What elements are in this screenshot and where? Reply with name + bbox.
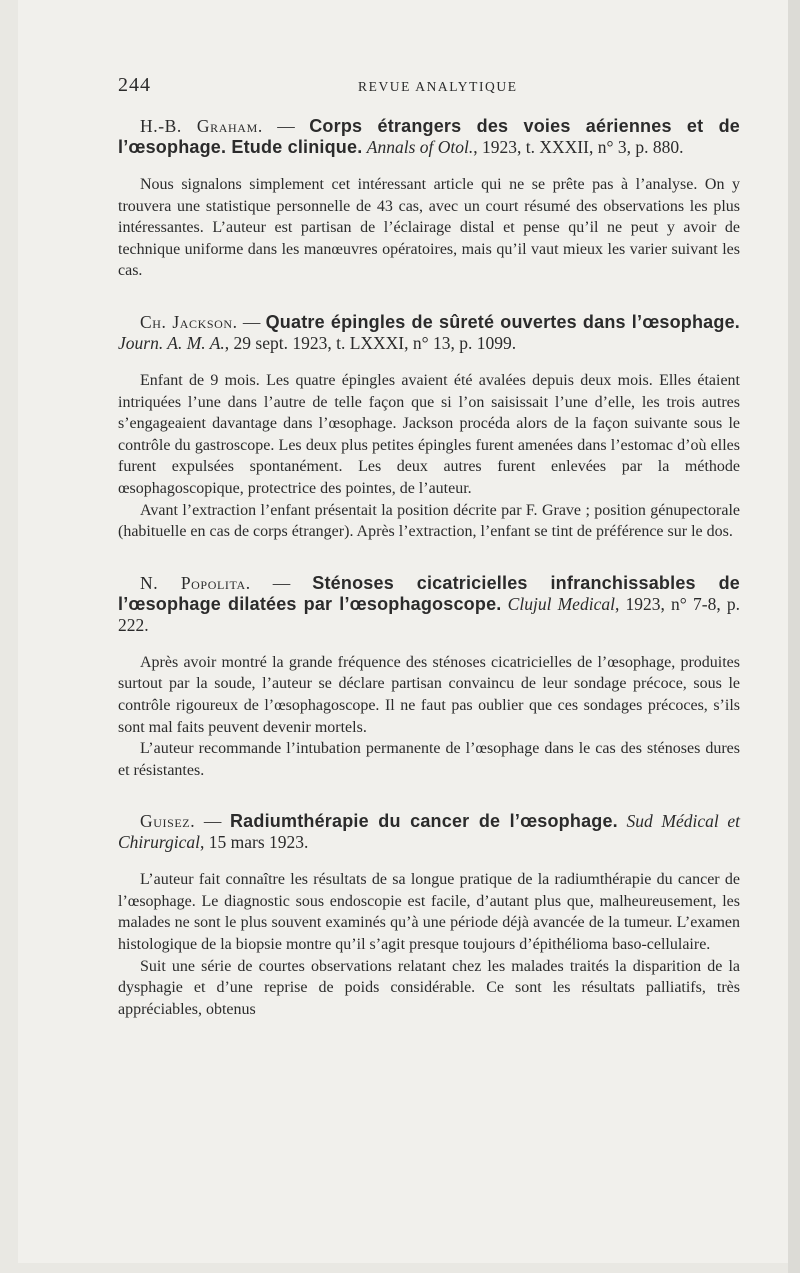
article-citation: , 29 sept. 1923, t. LXXXI, n° 13, p. 1099. (224, 332, 517, 353)
article-paragraph: L’auteur fait connaître les résultats de sa longue pratique de la radiumthérapie du cancer de l’œsophage. Le diagnostic sous endoscopie est facile, d’autant plus que, malheureusement, les malades ne sont le plus souvent examinés qu’à une période déjà avancée de la tumeur. L’examen histologique de la biopsie montre qu’il s’agit presque toujours d’épithélioma baso-cellulaire. (118, 871, 740, 954)
article-author: N. Popolita. (140, 572, 251, 593)
article-citation: , 1923, t. XXXII, n° 3, p. 880. (473, 137, 684, 157)
heading-dash: — (262, 116, 310, 136)
article-citation: , 15 mars 1923. (200, 832, 309, 853)
article-author: Guisez. (140, 811, 196, 832)
article-heading (118, 811, 740, 853)
article-title: Radiumthérapie du cancer de l’œsophage. (229, 811, 618, 832)
article-paragraph: L’auteur recommande l’intubation permanente de l’œsophage dans le cas des sténoses dures et résistantes. (118, 740, 740, 779)
article-journal: Annals of Otol. (366, 137, 474, 157)
article-paragraph: Nous signalons simplement cet intéressant article qui ne se prête pas à l’analyse. On y trouvera une statistique personnelle de 43 cas, avec un court résumé des observations les plus intéressantes. L’auteur est partisan de l’éclairage distal et pense qu’il ne peut y avoir de technique uniforme dans les manœuvres opératoires, mais qu’il vaut mieux les varier suivant les cas. (118, 176, 740, 280)
article-title: Corps étrangers des voies aériennes et de l’œsophage. Etude clinique. (118, 116, 741, 157)
article-paragraph: Suit une série de courtes observations relatant chez les malades traités la disparition de la dysphagie et d’une reprise de poids considérable. Ce sont les résultats palliatifs, très appréciables, obtenus (118, 957, 740, 1018)
article-heading (118, 573, 740, 636)
page-edge (788, 0, 800, 1273)
article-list (118, 116, 740, 1050)
article-citation: , 1923, n° 7-8, p. 222. (118, 593, 740, 635)
article-author: H.-B. Graham. (140, 116, 263, 136)
page-number: 244 (118, 74, 151, 96)
article-title: Quatre épingles de sûreté ouvertes dans l’œsophage. (265, 311, 740, 332)
article-paragraph: Enfant de 9 mois. Les quatre épingles avaient été avalées depuis deux mois. Elles étaient intriquées l’une dans l’autre de telle façon que si l’on saisissait l’une d’elle, les trois autres s’engageaient davantage dans l’œsophage. Jackson procéda alors de la façon suivante sous le contrôle du gastroscope. Les deux plus petites épingles furent amenées dans l’estomac d’où elles furent expulsées spontanément. Les deux autres furent enlevées par la méthode œsophagoscopique, protectrice des pointes, de l’auteur. (118, 371, 740, 497)
article-paragraph: Après avoir montré la grande fréquence des sténoses cicatricielles de l’œsophage, produites surtout par la soude, l’auteur se déclare partisan convaincu de leur sondage précoce, sous le contrôle rigoureux de l’œsophagoscope. Il ne faut pas oublier que ces sondages précoces, s’ils sont mal faits peuvent devenir mortels. (118, 653, 740, 736)
article-paragraph: Avant l’extraction l’enfant présentait la position décrite par F. Grave ; position génupectorale (habituelle en cas de corps étranger). Après l’extraction, l’enfant se tint de préférence sur le dos. (118, 501, 740, 541)
article-heading (118, 116, 740, 158)
article-journal: Clujul Medical (507, 593, 615, 614)
article-title: Sténoses cicatricielles infranchissables de l’œsophage dilatées par l’œsophagoscope. (118, 572, 740, 614)
article-graham (118, 116, 740, 282)
article-heading (118, 312, 740, 354)
heading-dash: — (250, 572, 313, 593)
article-popolita (118, 573, 740, 782)
article-journal: Journ. A. M. A. (118, 332, 225, 353)
article-jackson (118, 312, 740, 543)
article-guisez (118, 811, 740, 1020)
heading-dash: — (195, 811, 230, 832)
article-journal: Sud Médical et Chirurgical (118, 811, 741, 853)
heading-dash: — (237, 311, 266, 332)
article-author: Ch. Jackson. (140, 311, 238, 332)
running-head: REVUE ANALYTIQUE (358, 79, 518, 94)
